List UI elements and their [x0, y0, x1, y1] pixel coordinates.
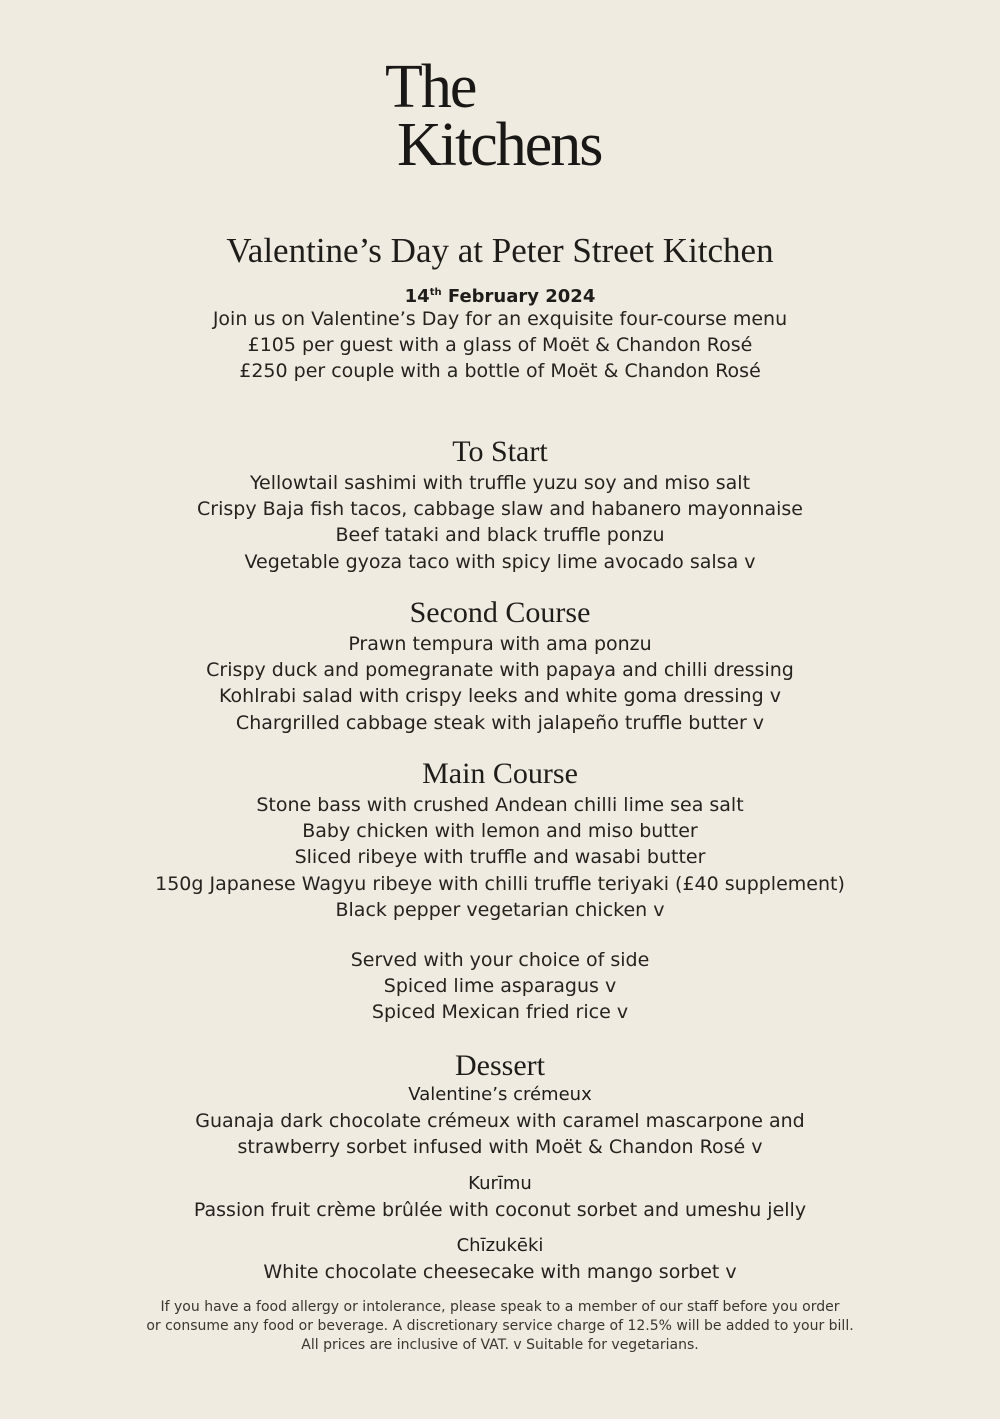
dish-item: Black pepper vegetarian chicken v: [335, 898, 665, 921]
section-heading: To Start: [452, 435, 548, 468]
sides-intro: Served with your choice of side: [350, 949, 650, 971]
dish-item: Baby chicken with lemon and miso butter: [302, 820, 698, 843]
side-item: Spiced lime asparagus v: [383, 975, 617, 998]
allergy-footer: [0, 1298, 1000, 1355]
dessert-description: Guanaja dark chocolate crémeux with caramel mascarpone and: [195, 1110, 805, 1132]
intro-line: £105 per guest with a glass of Moët & Chandon Rosé: [247, 334, 753, 357]
dessert-description: strawberry sorbet infused with Moët & Chandon Rosé v: [237, 1136, 763, 1159]
dish-item: Chargrilled cabbage steak with jalapeño truffle butter v: [235, 711, 765, 734]
brand-line-1: The: [385, 53, 476, 121]
sides-block: [0, 947, 1000, 1026]
dish-item: Prawn tempura with ama ponzu: [348, 633, 652, 655]
dish-item: Vegetable gyoza taco with spicy lime avocado salsa v: [244, 550, 756, 573]
brand-logo: [385, 53, 602, 179]
side-item: Spiced Mexican fried rice v: [371, 1001, 629, 1024]
dessert-description: White chocolate cheesecake with mango sorbet v: [263, 1261, 737, 1283]
section-dessert: [0, 1048, 1000, 1084]
intro-line: Join us on Valentine’s Day for an exquisite four-course menu: [212, 308, 788, 330]
event-intro: [0, 306, 1000, 385]
event-date: [0, 281, 1000, 309]
date-suffix: th: [429, 287, 442, 298]
section-to-start: [0, 434, 1000, 575]
section-heading: Second Course: [409, 596, 591, 629]
dessert-name: Kurīmu: [468, 1173, 532, 1194]
dish-item: Crispy Baja fish tacos, cabbage slaw and habanero mayonnaise: [197, 498, 803, 521]
dessert-description: Passion fruit crème brûlée with coconut sorbet and umeshu jelly: [193, 1199, 807, 1221]
dish-item: Kohlrabi salad with crispy leeks and white goma dressing v: [219, 685, 781, 708]
intro-line: £250 per couple with a bottle of Moët & Chandon Rosé: [239, 360, 761, 383]
section-heading: Dessert: [455, 1049, 545, 1082]
footer-line: or consume any food or beverage. A discretionary service charge of 12.5% will be added to your bill.: [146, 1318, 854, 1334]
event-title: Valentine’s Day at Peter Street Kitchen: [226, 231, 774, 270]
section-heading: Main Course: [422, 757, 578, 790]
dish-item: Stone bass with crushed Andean chilli lime sea salt: [256, 794, 744, 816]
dessert-item: [0, 1233, 1000, 1285]
section-main-course: [0, 756, 1000, 923]
dessert-name: Chīzukēki: [456, 1235, 544, 1256]
footer-line: All prices are inclusive of VAT. v Suitable for vegetarians.: [301, 1337, 699, 1353]
section-second-course: [0, 595, 1000, 736]
footer-line: If you have a food allergy or intolerance, please speak to a member of our staff before you order: [160, 1299, 840, 1315]
dessert-item: [0, 1082, 1000, 1160]
dish-item: 150g Japanese Wagyu ribeye with chilli truffle teriyaki (£40 supplement): [155, 872, 845, 895]
dish-item: Yellowtail sashimi with truffle yuzu soy and miso salt: [249, 472, 751, 494]
dish-item: Sliced ribeye with truffle and wasabi butter: [294, 846, 706, 869]
dessert-name: Valentine’s crémeux: [408, 1084, 592, 1105]
date-day: 14: [404, 286, 430, 307]
dish-item: Beef tataki and black truffle ponzu: [335, 524, 665, 547]
brand-line-2: Kitchens: [397, 111, 602, 179]
dish-item: Crispy duck and pomegranate with papaya and chilli dressing: [206, 659, 794, 682]
date-rest: February 2024: [441, 286, 596, 307]
dessert-item: [0, 1171, 1000, 1223]
